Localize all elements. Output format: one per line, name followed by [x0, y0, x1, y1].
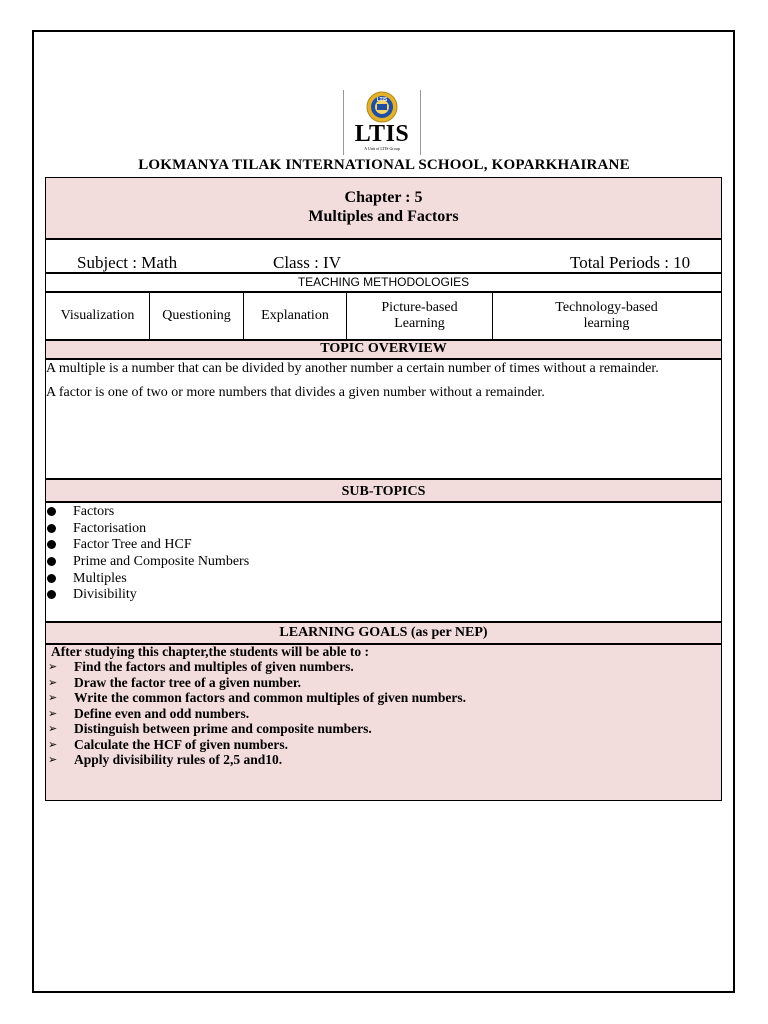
emblem-icon [362, 90, 402, 124]
goals-intro: After studying this chapter,the students will be able to : [51, 644, 370, 659]
arrow-bullet-icon: ➢ [48, 738, 58, 751]
method-cell: Visualization [46, 293, 150, 339]
arrow-bullet-icon: ➢ [48, 722, 58, 735]
chapter-header [45, 177, 722, 239]
total-periods-label: Total Periods : 10 [570, 253, 691, 272]
overview-paragraph: A factor is one of two or more numbers that divides a given number without a remainder. [46, 385, 545, 400]
chapter-title: Multiples and Factors [308, 208, 459, 225]
method-cell: Questioning [150, 293, 244, 339]
methodologies-row [45, 292, 722, 340]
method-cell: Explanation [244, 293, 347, 339]
method-cell: Technology-based learning [555, 300, 658, 331]
sub-topics-heading: SUB-TOPICS [45, 479, 722, 502]
bullet-icon [47, 557, 56, 566]
logo-text: LTIS [354, 121, 410, 147]
subject-label: Subject : Math [77, 253, 178, 272]
class-label: Class : IV [273, 253, 341, 272]
topic-overview-body [45, 359, 722, 479]
learning-goals-heading: LEARNING GOALS (as per NEP) [45, 622, 722, 644]
bullet-icon [47, 524, 56, 533]
svg-text:LTIS: LTIS [376, 97, 388, 103]
school-logo [343, 90, 421, 155]
chapter-number: Chapter : 5 [344, 189, 423, 206]
info-row [45, 239, 722, 273]
school-name: LOKMANYA TILAK INTERNATIONAL SCHOOL, KOPARKHAIRANE [138, 157, 630, 173]
method-cell: Picture-based Learning [347, 293, 493, 339]
arrow-bullet-icon: ➢ [48, 753, 58, 766]
bullet-icon [47, 507, 56, 516]
topic-overview-heading: TOPIC OVERVIEW [45, 340, 722, 359]
bullet-icon [47, 590, 56, 599]
arrow-bullet-icon: ➢ [48, 691, 58, 704]
logo-tagline: A Unit of LTIS Group [364, 146, 400, 151]
learning-goals-body: After studying this chapter,the students will be able to : ➢ Find the factors and multiples of given numbers. ➢ Draw the factor tree of a given number. ➢ Write the common factors and common multiples of given numbers. ➢ Define even and odd numbers. ➢ Distinguish between prime and composite numbers. ➢ Calculate the HCF of given numbers. ➢ Apply divisibility rules of 2,5 and10. [45, 644, 722, 801]
teaching-methodologies-heading: TEACHING METHODOLOGIES [45, 273, 722, 292]
bullet-icon [47, 540, 56, 549]
overview-paragraph: A multiple is a number that can be divided by another number a certain number of times without a remainder. [46, 361, 659, 376]
sub-topics-list: Factors Factorisation Factor Tree and HCF Prime and Composite Numbers Multiples Divisibility [45, 502, 722, 622]
arrow-bullet-icon: ➢ [48, 676, 58, 689]
arrow-bullet-icon: ➢ [48, 660, 58, 673]
bullet-icon [47, 574, 56, 583]
arrow-bullet-icon: ➢ [48, 707, 58, 720]
